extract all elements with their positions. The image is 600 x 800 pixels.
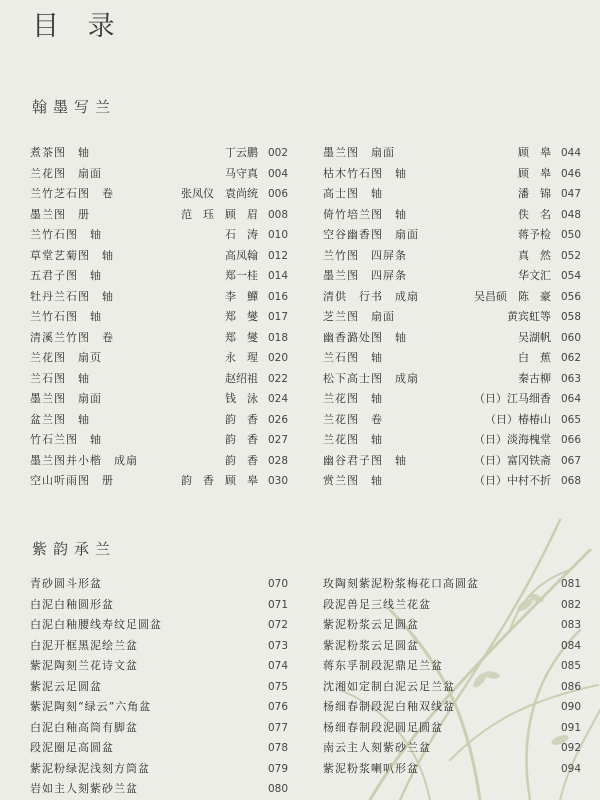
entry-title: 幽香潞处图 轴 (323, 330, 407, 344)
entry-title: 空山听雨图 册 (30, 474, 114, 487)
entry-title: 墨兰图 扇面 (323, 146, 395, 159)
entry-author: （日）富冈铁斋 (474, 453, 551, 467)
entry-author: （日）江马细香 (474, 392, 551, 405)
entry-page-number: 052 (560, 249, 581, 262)
entry-page-number: 002 (267, 147, 288, 159)
toc-entry (30, 430, 288, 451)
entry-title: 白泥白釉高筒有脚盆 (30, 720, 138, 734)
entry-page-number: 072 (267, 619, 288, 631)
entry-page-number: 004 (267, 167, 288, 180)
entry-title: 墨兰图 四屏条 (323, 269, 407, 282)
entry-title: 清供 行书 成扇 (323, 289, 419, 303)
entry-title: 兰花图 轴 (323, 433, 383, 446)
toc-entry (323, 164, 581, 185)
entry-author: 顾 皋 (518, 166, 551, 180)
entry-title: 倚竹培兰图 轴 (323, 207, 407, 221)
entry-title: 高士图 轴 (323, 187, 383, 200)
entry-page-number: 010 (267, 229, 288, 241)
entry-page-number: 071 (267, 598, 288, 611)
entry-title: 墨兰图并小楷 成扇 (30, 453, 138, 467)
entry-author: 真 然 (518, 248, 551, 262)
entry-title: 沈湘如定制白泥云足兰盆 (323, 679, 455, 693)
entry-page-number: 077 (267, 721, 288, 734)
toc-entry (323, 410, 581, 431)
entry-title: 芝兰图 扇面 (323, 310, 395, 323)
entry-page-number: 048 (560, 208, 581, 221)
entry-author: 丁云鹏 (225, 146, 258, 159)
toc-entry (30, 451, 288, 472)
section-1-right-column (323, 143, 581, 492)
entry-title: 盆兰图 轴 (30, 412, 90, 426)
entry-page-number: 060 (560, 331, 581, 344)
page-title: 目 录 (32, 11, 125, 42)
entry-page-number: 017 (267, 311, 288, 323)
entry-page-number: 024 (267, 393, 288, 405)
entry-page-number: 027 (267, 434, 288, 446)
entry-page-number: 016 (267, 290, 288, 303)
entry-title: 兰石图 轴 (323, 351, 383, 364)
toc-entry (323, 615, 581, 636)
entry-author: 郑 燮 (225, 330, 258, 344)
toc-entry (323, 307, 581, 328)
section-title-2: 紫韵承兰 (32, 540, 117, 558)
section-2-left-column (30, 574, 288, 800)
entry-author: 李 鱓 (225, 289, 258, 303)
entry-title: 紫泥粉浆云足圆盆 (323, 638, 419, 652)
entry-title: 兰花图 扇页 (30, 351, 102, 364)
entry-page-number: 076 (267, 701, 288, 713)
toc-entry (30, 656, 288, 677)
entry-title: 幽谷君子图 轴 (323, 453, 407, 467)
entry-author: 高凤翰 (225, 248, 258, 262)
toc-entry (323, 574, 581, 595)
entry-author: 马守真 (225, 166, 258, 180)
toc-entry (323, 636, 581, 657)
entry-title: 杨细春制段泥白釉双线盆 (323, 700, 455, 713)
entry-author: （日）椿椿山 (485, 412, 551, 426)
entry-page-number: 080 (267, 783, 288, 795)
toc-entry (30, 759, 288, 780)
toc-entry (323, 328, 581, 349)
entry-page-number: 047 (560, 188, 581, 200)
toc-entry (30, 697, 288, 718)
entry-author: 韵 香 (225, 453, 258, 467)
entry-page-number: 028 (267, 454, 288, 467)
toc-entry (30, 143, 288, 164)
entry-title: 蒋东孚制段泥鼎足兰盆 (323, 659, 443, 672)
toc-entry (30, 307, 288, 328)
entry-title: 墨兰图 册 (30, 207, 90, 221)
entry-title: 玫陶刻紫泥粉浆梅花口高圆盆 (323, 577, 479, 590)
entry-page-number: 056 (560, 290, 581, 303)
entry-author: 华文汇 (518, 269, 551, 282)
entry-title: 紫泥陶刻兰花诗文盆 (30, 659, 138, 672)
entry-page-number: 022 (267, 372, 288, 385)
entry-author: 郑 燮 (225, 310, 258, 323)
entry-title: 兰花图 扇面 (30, 166, 102, 180)
toc-entry (323, 656, 581, 677)
entry-title: 空谷幽香图 扇面 (323, 228, 419, 241)
entry-page-number: 062 (560, 352, 581, 364)
entry-page-number: 046 (560, 167, 581, 180)
entry-title: 兰竹芝石图 卷 (30, 187, 114, 200)
entry-author: 顾 皋 (518, 146, 551, 159)
entry-author: 吴湖帆 (518, 330, 551, 344)
entry-title: 岩如主人刻紫砂兰盆 (30, 782, 138, 795)
entry-page-number: 020 (267, 352, 288, 364)
entry-author: 赵绍祖 (225, 371, 258, 385)
entry-title: 白泥白釉圆形盆 (30, 597, 114, 611)
entry-page-number: 058 (560, 311, 581, 323)
entry-page-number: 066 (560, 434, 581, 446)
entry-page-number: 073 (267, 639, 288, 652)
section-2-right-column (323, 574, 581, 779)
entry-author: 韵 香 (225, 412, 258, 426)
entry-page-number: 084 (560, 639, 581, 652)
entry-page-number: 070 (267, 578, 288, 590)
entry-page-number: 014 (267, 270, 288, 282)
entry-title: 兰竹石图 轴 (30, 228, 102, 241)
entry-title: 兰竹图 四屏条 (323, 248, 407, 262)
entry-page-number: 067 (560, 454, 581, 467)
toc-entry (30, 389, 288, 410)
entry-title: 清溪兰竹图 卷 (30, 330, 114, 344)
entry-author: 钱 泳 (225, 392, 258, 405)
entry-page-number: 092 (560, 742, 581, 754)
entry-page-number: 054 (560, 270, 581, 282)
toc-entry (323, 348, 581, 369)
entry-author: （日）中村不折 (474, 474, 551, 487)
entry-title: 竹石兰图 轴 (30, 433, 102, 446)
entry-author: （日）淡海槐堂 (474, 433, 551, 446)
entry-title: 紫泥粉绿泥浅刻方筒盆 (30, 761, 150, 775)
toc-entry (30, 184, 288, 205)
entry-title: 兰竹石图 轴 (30, 310, 102, 323)
entry-author: 韵 香 (225, 433, 258, 446)
entry-author: 永 瑆 (225, 351, 258, 364)
entry-title: 紫泥粉浆喇叭形盆 (323, 761, 419, 775)
toc-entry (30, 164, 288, 185)
entry-page-number: 006 (267, 188, 288, 200)
entry-title: 白泥开框黑泥绘兰盆 (30, 638, 138, 652)
entry-page-number: 078 (267, 742, 288, 754)
entry-title: 松下高士图 成扇 (323, 371, 419, 385)
entry-page-number: 063 (560, 372, 581, 385)
entry-title: 紫泥云足圆盆 (30, 679, 102, 693)
entry-title: 兰花图 卷 (323, 412, 383, 426)
entry-author: 张凤仪 袁尚统 (181, 187, 258, 200)
entry-title: 五君子图 轴 (30, 269, 102, 282)
toc-entry (30, 246, 288, 267)
entry-page-number: 083 (560, 619, 581, 631)
toc-entry (323, 677, 581, 698)
toc-entry (323, 595, 581, 616)
entry-title: 赏兰图 轴 (323, 474, 383, 487)
entry-title: 草堂艺菊图 轴 (30, 248, 114, 262)
entry-page-number: 091 (560, 721, 581, 734)
toc-entry (323, 389, 581, 410)
toc-entry (30, 738, 288, 759)
entry-title: 兰花图 轴 (323, 392, 383, 405)
toc-entry (30, 287, 288, 308)
entry-page-number: 079 (267, 762, 288, 775)
entry-author: 韵 香 顾 皋 (181, 474, 258, 487)
entry-page-number: 030 (267, 475, 288, 487)
toc-entry (323, 246, 581, 267)
entry-author: 石 涛 (225, 228, 258, 241)
toc-entry (323, 205, 581, 226)
toc-entry (30, 266, 288, 287)
toc-entry (30, 205, 288, 226)
entry-title: 青砂圆斗形盆 (30, 577, 102, 590)
entry-page-number: 075 (267, 680, 288, 693)
entry-page-number: 094 (560, 762, 581, 775)
entry-page-number: 081 (560, 578, 581, 590)
entry-author: 范 珏 顾 眉 (181, 207, 258, 221)
toc-entry (323, 718, 581, 739)
toc-entry (323, 266, 581, 287)
entry-author: 潘 锦 (518, 187, 551, 200)
toc-entry (30, 225, 288, 246)
entry-title: 白泥白釉腰线寿纹足圆盆 (30, 618, 162, 631)
entry-author: 秦古柳 (518, 371, 551, 385)
toc-entry (323, 430, 581, 451)
toc-entry (323, 451, 581, 472)
entry-title: 兰石图 轴 (30, 371, 90, 385)
toc-entry (30, 615, 288, 636)
toc-entry (30, 677, 288, 698)
toc-entry (30, 328, 288, 349)
entry-title: 杨细春制段泥圆足圆盆 (323, 720, 443, 734)
entry-page-number: 085 (560, 660, 581, 672)
entry-page-number: 086 (560, 680, 581, 693)
entry-page-number: 012 (267, 249, 288, 262)
entry-page-number: 065 (560, 413, 581, 426)
entry-title: 段泥圈足高圆盆 (30, 741, 114, 754)
toc-entry (323, 697, 581, 718)
entry-author: 蒋予检 (518, 228, 551, 241)
toc-entry (323, 287, 581, 308)
toc-entry (30, 595, 288, 616)
entry-title: 紫泥陶刻“绿云”六角盆 (30, 700, 152, 713)
section-1-left-column (30, 143, 288, 492)
toc-entry (323, 143, 581, 164)
entry-page-number: 018 (267, 331, 288, 344)
toc-entry (30, 471, 288, 492)
entry-page-number: 044 (560, 147, 581, 159)
entry-title: 煮茶图 轴 (30, 146, 90, 159)
toc-entry (30, 779, 288, 800)
entry-page-number: 074 (267, 660, 288, 672)
entry-page-number: 068 (560, 475, 581, 487)
entry-author: 佚 名 (518, 207, 551, 221)
toc-entry (323, 225, 581, 246)
toc-entry (323, 184, 581, 205)
entry-author: 吴昌硕 陈 豪 (474, 289, 551, 303)
entry-page-number: 008 (267, 208, 288, 221)
entry-title: 段泥兽足三线兰花盆 (323, 597, 431, 611)
toc-entry (30, 369, 288, 390)
entry-author: 郑一桂 (225, 269, 258, 282)
toc-entry (30, 636, 288, 657)
toc-entry (30, 574, 288, 595)
toc-entry (323, 738, 581, 759)
entry-title: 牡丹兰石图 轴 (30, 289, 114, 303)
toc-entry (323, 369, 581, 390)
entry-page-number: 090 (560, 701, 581, 713)
section-title-1: 翰墨写兰 (32, 98, 117, 116)
entry-page-number: 050 (560, 229, 581, 241)
entry-page-number: 082 (560, 598, 581, 611)
entry-title: 墨兰图 扇面 (30, 392, 102, 405)
entry-title: 枯木竹石图 轴 (323, 166, 407, 180)
entry-page-number: 026 (267, 413, 288, 426)
toc-entry (30, 718, 288, 739)
entry-title: 南云主人刻紫砂兰盆 (323, 741, 431, 754)
toc-entry (323, 471, 581, 492)
entry-page-number: 064 (560, 393, 581, 405)
entry-author: 白 蕉 (518, 351, 551, 364)
toc-entry (30, 410, 288, 431)
entry-title: 紫泥粉浆云足圆盆 (323, 618, 419, 631)
entry-author: 黄宾虹等 (507, 310, 551, 323)
toc-entry (323, 759, 581, 780)
toc-entry (30, 348, 288, 369)
